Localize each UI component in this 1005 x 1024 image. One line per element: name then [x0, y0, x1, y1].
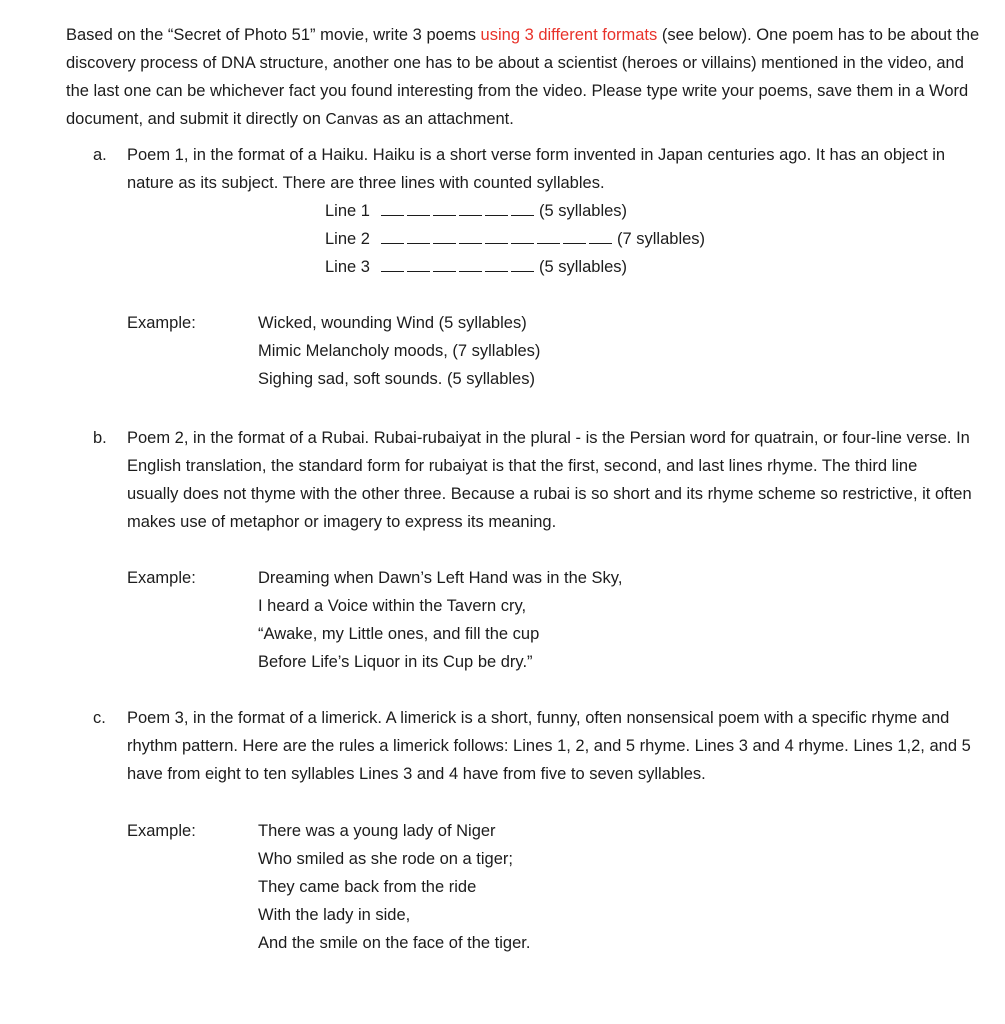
section-description: Poem 2, in the format of a Rubai. Rubai-rubaiyat in the plural - is the Persian word for quatrain, or four-line verse. In English translation, the standard form for rubaiyat is that the first, second, and last lines rhyme. The third line usually does not thyme with the other three. Because a rubai is so short and its rhyme scheme so restrictive, it often makes use of metaphor or imagery to express its meaning.	[127, 429, 972, 531]
intro-canvas-word: Canvas	[325, 111, 379, 128]
section-description: Poem 1, in the format of a Haiku. Haiku is a short verse form invented in Japan centuries ago. It has an object in nature as its subject. There are three lines with counted syllables.	[127, 146, 946, 192]
example-line: There was a young lady of Niger	[258, 822, 496, 840]
line-label: Line 1	[325, 202, 370, 220]
section-marker: a.	[93, 146, 107, 164]
section-limerick	[93, 704, 973, 788]
example-line: Before Life’s Liquor in its Cup be dry.”	[258, 653, 533, 671]
haiku-line-1	[325, 197, 705, 225]
rubai-example	[258, 564, 622, 676]
example-label: Example:	[127, 569, 196, 587]
example-line: Mimic Melancholy moods, (7 syllables)	[258, 342, 541, 360]
example-line: Dreaming when Dawn’s Left Hand was in the Sky,	[258, 569, 623, 587]
line-label: Line 3	[325, 258, 370, 276]
line-label: Line 2	[325, 230, 370, 248]
haiku-example	[258, 309, 540, 393]
intro-text-after: as an attachment.	[378, 110, 514, 128]
example-label: Example:	[127, 822, 196, 840]
section-rubai	[93, 424, 973, 536]
example-line: They came back from the ride	[258, 878, 477, 896]
example-label: Example:	[127, 314, 196, 332]
section-marker: b.	[93, 429, 107, 447]
haiku-line-2	[325, 225, 705, 253]
example-line: Who smiled as she rode on a tiger;	[258, 850, 513, 868]
haiku-line-3	[325, 253, 705, 281]
section-haiku	[93, 141, 973, 197]
intro-highlight: using 3 different formats	[480, 26, 658, 44]
syllable-count: (5 syllables)	[539, 258, 628, 276]
intro-text-middle: (see below). One poem has to be about the discovery process of DNA structure, another one has to be about a scientist (heroes or villains) mentioned in the video, and the last one can be whichever fact you found interesting from the video. Please type write your poems, save them in a Word document, and submit it directly on	[66, 26, 980, 128]
intro-paragraph	[66, 21, 986, 134]
section-marker: c.	[93, 709, 106, 727]
example-line: I heard a Voice within the Tavern cry,	[258, 597, 527, 615]
example-line: Wicked, wounding Wind (5 syllables)	[258, 314, 527, 332]
section-description: Poem 3, in the format of a limerick. A limerick is a short, funny, often nonsensical poem with a specific rhyme and rhythm pattern. Here are the rules a limerick follows: Lines 1, 2, and 5 rhyme. Lines 3 and 4 rhyme. Lines 1,2, and 5 have from eight to ten syllables Lines 3 and 4 have from five to seven syllables.	[127, 709, 971, 783]
example-line: With the lady in side,	[258, 906, 411, 924]
example-line: And the smile on the face of the tiger.	[258, 934, 531, 952]
example-line: Sighing sad, soft sounds. (5 syllables)	[258, 370, 535, 388]
limerick-example	[258, 817, 530, 957]
syllable-count: (7 syllables)	[617, 230, 706, 248]
haiku-blank-lines	[325, 197, 705, 281]
syllable-count: (5 syllables)	[539, 202, 628, 220]
intro-text-before: Based on the “Secret of Photo 51” movie, write 3 poems	[66, 26, 481, 44]
example-line: “Awake, my Little ones, and fill the cup	[258, 625, 540, 643]
